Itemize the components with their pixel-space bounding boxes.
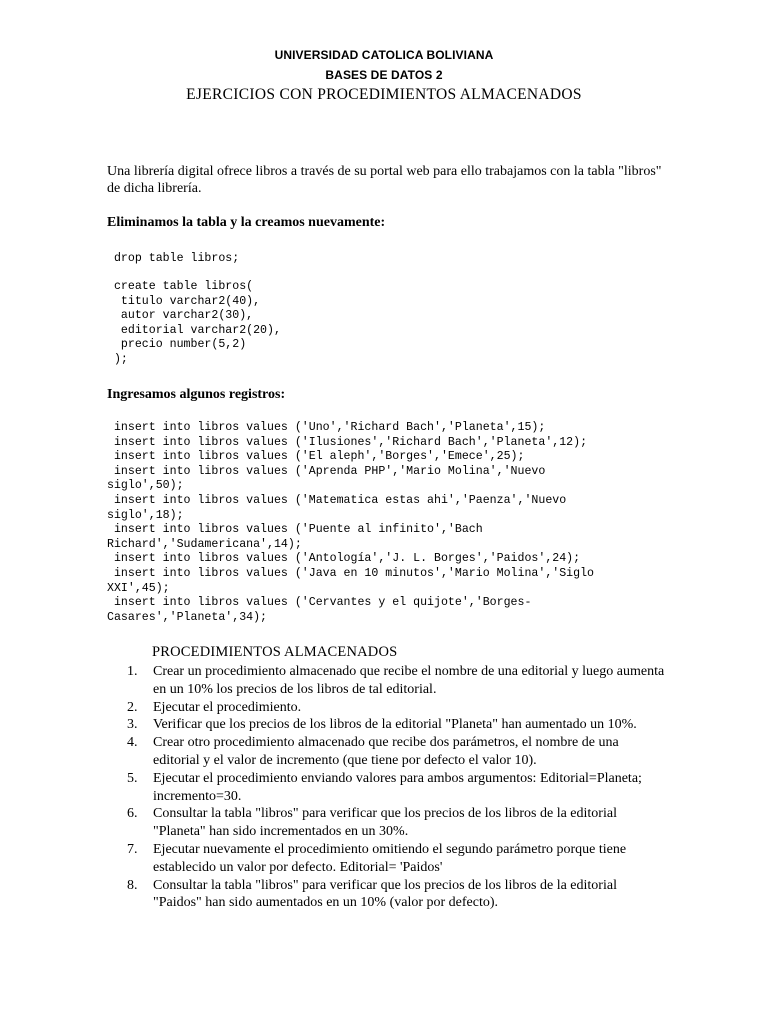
list-item bbox=[127, 805, 667, 841]
section-insert-title: Ingresamos algunos registros: bbox=[107, 387, 286, 402]
list-item bbox=[127, 699, 667, 717]
section-drop-title: Eliminamos la tabla y la creamos nuevamente: bbox=[107, 215, 386, 230]
list-item bbox=[127, 841, 667, 877]
list-item-text: Ejecutar nuevamente el procedimiento omitiendo el segundo parámetro porque tiene establecido un valor por defecto. Editorial= 'Paidos' bbox=[153, 841, 627, 875]
procedures-title: PROCEDIMIENTOS ALMACENADOS bbox=[152, 644, 398, 660]
list-item-number: 6. bbox=[127, 806, 138, 822]
list-item-text: Crear un procedimiento almacenado que recibe el nombre de una editorial y luego aumenta en un 10% los precios de los libros de tal editorial. bbox=[153, 664, 665, 697]
list-item-number: 1. bbox=[127, 664, 138, 679]
list-item-number: 5. bbox=[127, 770, 138, 786]
procedures-list bbox=[127, 663, 667, 912]
list-item-number: 3. bbox=[127, 717, 138, 733]
list-item bbox=[127, 877, 667, 913]
list-item-number: 8. bbox=[127, 877, 138, 893]
course-name: BASES DE DATOS 2 bbox=[325, 68, 443, 82]
list-item bbox=[127, 770, 667, 806]
list-item bbox=[127, 663, 667, 699]
document-title: EJERCICIOS CON PROCEDIMIENTOS ALMACENADOS bbox=[186, 86, 582, 103]
list-item-text: Ejecutar el procedimiento enviando valores para ambos argumentos: Editorial=Planeta; incremento=30. bbox=[153, 770, 642, 804]
list-item-text: Verificar que los precios de los libros de la editorial "Planeta" han aumentado un 10%. bbox=[153, 717, 637, 733]
drop-table-code: drop table libros; bbox=[107, 252, 240, 265]
list-item bbox=[127, 734, 667, 770]
university-name: UNIVERSIDAD CATOLICA BOLIVIANA bbox=[274, 48, 494, 62]
list-item-number: 7. bbox=[127, 841, 138, 857]
list-item-number: 4. bbox=[127, 735, 138, 751]
list-item-text: Crear otro procedimiento almacenado que recibe dos parámetros, el nombre de una editorial y el valor de incremento (que tiene por defecto el valor 10). bbox=[153, 735, 619, 768]
list-item-text: Ejecutar el procedimiento. bbox=[153, 699, 302, 715]
list-item bbox=[127, 716, 667, 734]
list-item-text: Consultar la tabla "libros" para verificar que los precios de los libros de la editorial "Planeta" han sido incrementados en un 30%. bbox=[153, 806, 617, 840]
list-item-number: 2. bbox=[127, 699, 138, 715]
insert-records-code: insert into libros values ('Uno','Richard Bach','Planeta',15); insert into libros values ('Ilusiones','Richard Bach','Planeta',12); insert into libros values ('El aleph','Borges','Emece',25); insert into libros values ('Aprenda PHP','Mario Molina','Nuevo siglo',50); insert into libros values ('Matematica estas ahi','Paenza','Nuevo siglo',18); insert into libros values ('Puente al infinito','Bach Richard','Sudamericana',14); insert into libros values ('Antología','J. L. Borges','Paidos',24); insert into libros values ('Java en 10 minutos','Mario Molina','Siglo XXI',45); insert into libros values ('Cervantes y el quijote','Borges- Casares','Planeta',34); bbox=[107, 421, 595, 624]
intro-paragraph: Una librería digital ofrece libros a través de su portal web para ello trabajamos con la tabla "libros" de dicha librería. bbox=[107, 164, 662, 196]
create-table-code: create table libros( titulo varchar2(40), autor varchar2(30), editorial varchar2(20), precio number(5,2) ); bbox=[113, 280, 281, 366]
list-item-text: Consultar la tabla "libros" para verificar que los precios de los libros de la editorial "Paidos" han sido aumentados en un 10% (valor por defecto). bbox=[153, 877, 617, 911]
